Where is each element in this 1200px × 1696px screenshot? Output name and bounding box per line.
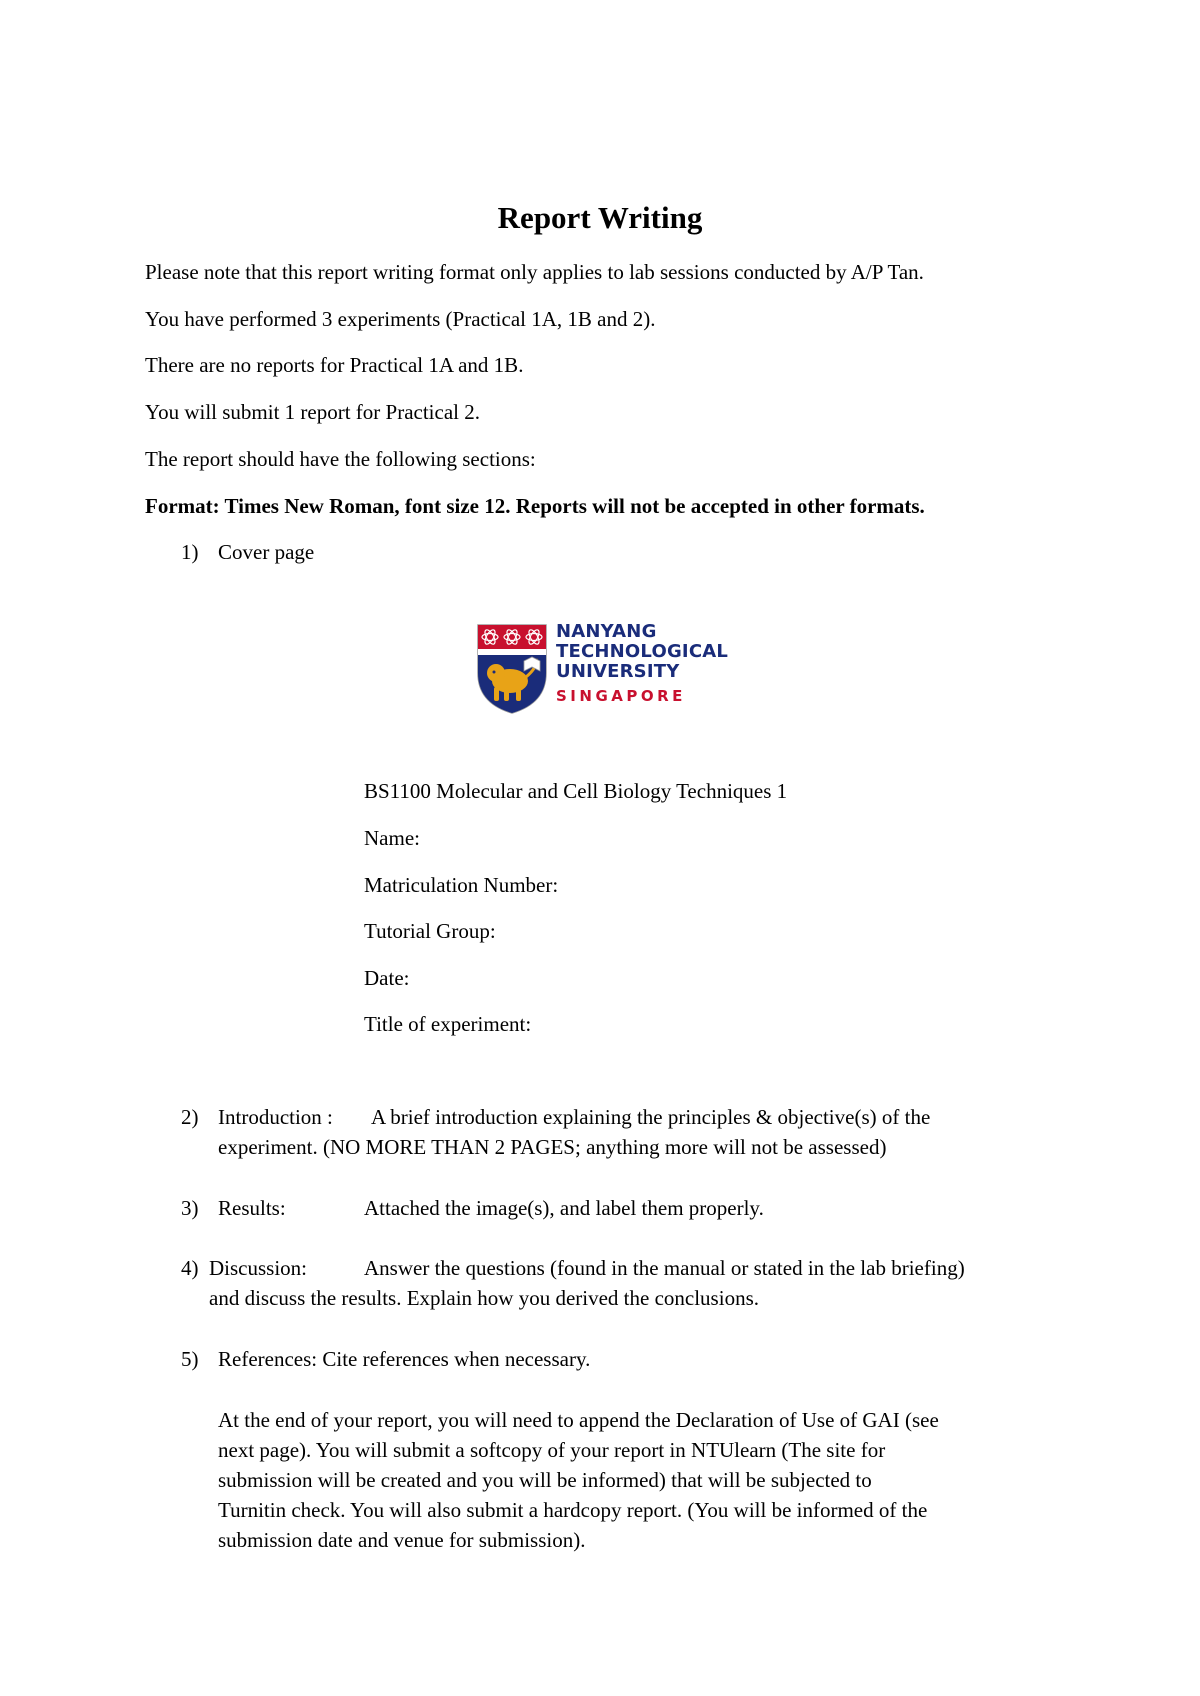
section-4-label: Discussion: [209,1256,308,1280]
closing-line-2: next page). You will submit a softcopy of your report in NTUlearn (The site for [218,1438,886,1462]
closing-line-1: At the end of your report, you will need to append the Declaration of Use of GAI (see [218,1408,939,1432]
closing-line-5: submission date and venue for submission). [218,1528,586,1552]
section-4-text-1: Answer the questions (found in the manual or stated in the lab briefing) [364,1256,965,1280]
intro-line-1: Please note that this report writing format only applies to lab sessions conducted by A/P Tan. [145,260,924,284]
section-2-text-1: A brief introduction explaining the principles & objective(s) of the [371,1105,931,1129]
closing-line-3: submission will be created and you will be informed) that will be subjected to [218,1468,872,1492]
ntu-crest-icon [474,621,554,717]
cover-date-field: Date: [364,966,410,990]
section-2-text-2: experiment. (NO MORE THAN 2 PAGES; anything more will not be assessed) [218,1135,887,1159]
section-1-number: 1) [181,540,199,564]
section-3-number: 3) [181,1196,199,1220]
section-5-number: 5) [181,1347,199,1371]
page-title: Report Writing [497,200,703,235]
logo-text-technological: TECHNOLOGICAL [556,641,729,662]
section-3-text: Attached the image(s), and label them properly. [364,1196,764,1220]
section-2-number: 2) [181,1105,199,1129]
logo-text-singapore: SINGAPORE [556,687,686,705]
intro-line-5: The report should have the following sections: [145,447,536,471]
intro-line-4: You will submit 1 report for Practical 2. [145,400,480,424]
section-3-label: Results: [218,1196,286,1220]
section-5-label: References: Cite references when necessary. [218,1347,591,1371]
section-4-text-2: and discuss the results. Explain how you derived the conclusions. [209,1286,759,1310]
logo-text-nanyang: NANYANG [556,621,657,642]
section-2-label: Introduction : [218,1105,333,1129]
section-1-label: Cover page [218,540,315,564]
cover-title-field: Title of experiment: [364,1012,532,1036]
section-4-number: 4) [181,1256,199,1280]
cover-matric-field: Matriculation Number: [364,873,559,897]
intro-line-2: You have performed 3 experiments (Practical 1A, 1B and 2). [145,307,656,331]
intro-line-3: There are no reports for Practical 1A and 1B. [145,353,524,377]
cover-tutorial-field: Tutorial Group: [364,919,496,943]
cover-course-title: BS1100 Molecular and Cell Biology Techniques 1 [364,779,788,803]
logo-text-university: UNIVERSITY [556,661,680,682]
ntu-logo [474,621,734,717]
closing-line-4: Turnitin check. You will also submit a hardcopy report. (You will be informed of the [218,1498,928,1522]
cover-name-field: Name: [364,826,420,850]
format-requirement: Format: Times New Roman, font size 12. Reports will not be accepted in other formats. [145,494,925,518]
